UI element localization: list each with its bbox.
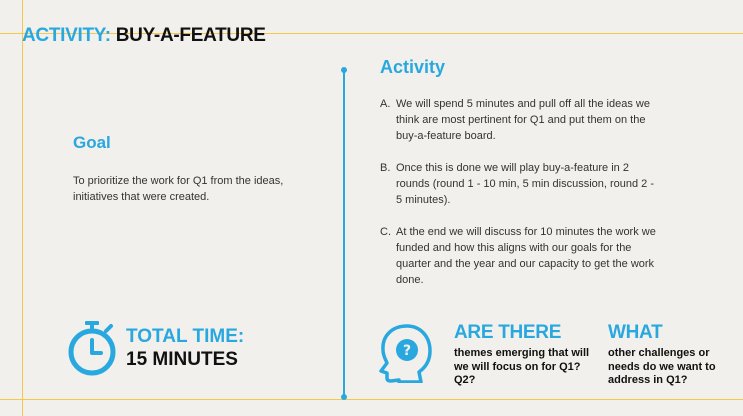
svg-text:?: ? xyxy=(402,343,412,359)
activity-item-a xyxy=(380,96,660,144)
divider-dot-top xyxy=(341,67,347,73)
title-accent: ACTIVITY: xyxy=(22,25,111,46)
guide-line-left xyxy=(22,0,23,416)
question-1-heading: ARE THERE xyxy=(454,322,562,343)
activity-marker: C. xyxy=(380,226,391,238)
activity-heading: Activity xyxy=(380,57,446,77)
activity-item-b xyxy=(380,160,660,208)
activity-marker: B. xyxy=(380,162,391,174)
question-2-text: other challenges or needs do we want to address in Q1? xyxy=(608,347,716,386)
title-main: BUY-A-FEATURE xyxy=(115,25,266,46)
head-question-icon xyxy=(377,323,433,383)
goal-heading: Goal xyxy=(73,133,111,152)
activity-item-c xyxy=(380,224,660,288)
guide-line-bottom xyxy=(0,399,743,400)
total-time-label: TOTAL TIME: xyxy=(126,326,245,347)
slide-title xyxy=(22,25,266,47)
question-2-heading: WHAT xyxy=(608,322,663,343)
activity-list xyxy=(380,96,660,304)
activity-marker: A. xyxy=(380,98,391,110)
divider-dot-bottom xyxy=(341,394,347,400)
question-1-text: themes emerging that will we will focus on for Q1? Q2? xyxy=(454,347,590,386)
stopwatch-icon xyxy=(66,320,118,376)
goal-text: To prioritize the work for Q1 from the ideas, initiatives that were created. xyxy=(73,175,284,203)
activity-text: We will spend 5 minutes and pull off all the ideas we think are most pertinent for Q1 and put them on the buy-a-feature board. xyxy=(396,98,650,142)
activity-text: At the end we will discuss for 10 minutes the work we funded and how this aligns with our goals for the quarter and the year and our capacity to get the work done. xyxy=(396,226,656,286)
total-time-value: 15 MINUTES xyxy=(126,349,238,370)
activity-text: Once this is done we will play buy-a-feature in 2 rounds (round 1 - 10 min, 5 min discussion, round 2 - 5 minutes). xyxy=(396,162,655,206)
divider-line xyxy=(343,70,345,397)
